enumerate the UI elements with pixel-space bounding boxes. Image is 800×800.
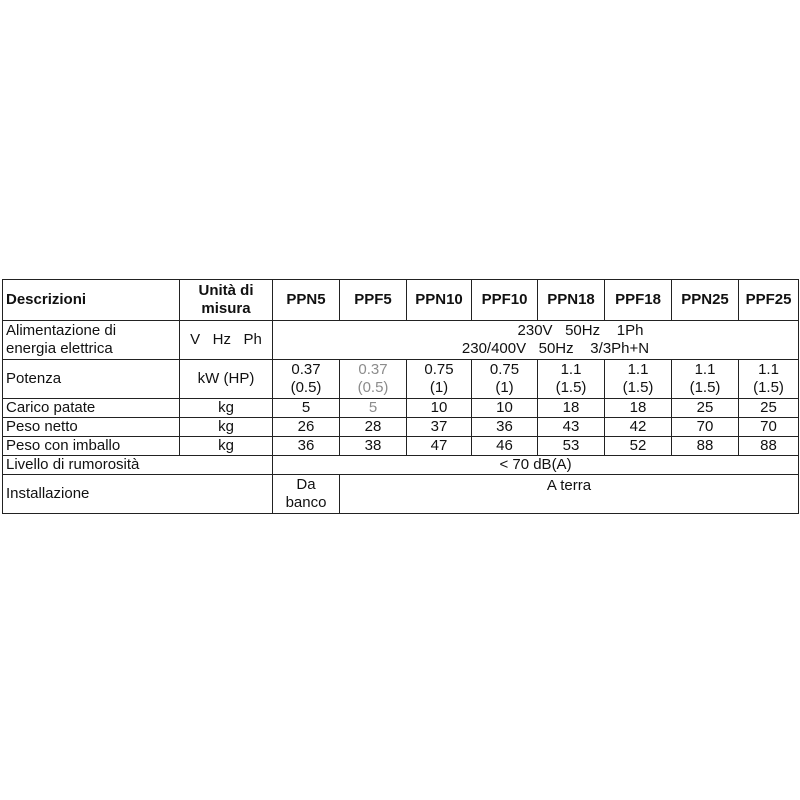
power-kw: 0.37 [358,361,388,378]
power-hp: (0.5) [357,379,389,396]
header-model-ppn25: PPN25 [672,280,739,321]
power-kw: 0.75 [424,361,454,378]
net-weight-value: 70 [739,418,799,437]
power-cell [672,360,739,399]
power-hp: (1.5) [555,379,587,396]
power-hp: (1.5) [689,379,721,396]
net-weight-label: Peso netto [3,418,180,437]
net-weight-value: 28 [340,418,407,437]
row-supply [3,321,799,360]
load-value: 10 [407,399,472,418]
supply-unit [180,321,273,360]
noise-value: < 70 dB(A) [273,456,799,475]
header-unit [180,280,273,321]
gross-weight-label: Peso con imballo [3,437,180,456]
header-row [3,280,799,321]
power-cell [538,360,605,399]
header-model-ppf18: PPF18 [605,280,672,321]
power-kw: 0.37 [291,361,321,378]
net-weight-value: 43 [538,418,605,437]
gross-weight-unit: kg [180,437,273,456]
power-kw: 0.75 [489,361,520,378]
gross-weight-value: 52 [605,437,672,456]
power-unit: kW (HP) [180,360,273,399]
power-cell [273,360,340,399]
power-cell [472,360,538,399]
header-description: Descrizioni [3,280,180,321]
net-weight-value: 36 [472,418,538,437]
row-gross-weight [3,437,799,456]
header-model-ppf5: PPF5 [340,280,407,321]
power-kw: 1.1 [694,361,716,378]
load-label: Carico patate [3,399,180,418]
supply-value [273,321,799,360]
supply-unit-text: V Hz Ph [190,331,262,348]
row-net-weight [3,418,799,437]
gross-weight-value: 38 [340,437,407,456]
net-weight-value: 42 [605,418,672,437]
noise-label: Livello di rumorosità [3,456,273,475]
row-installation [3,475,799,514]
power-hp: (0.5) [290,379,322,396]
net-weight-value: 70 [672,418,739,437]
power-cell [605,360,672,399]
load-value: 25 [672,399,739,418]
row-load [3,399,799,418]
installation-label: Installazione [3,475,273,514]
gross-weight-value: 53 [538,437,605,456]
gross-weight-value: 36 [273,437,340,456]
header-model-ppn5: PPN5 [273,280,340,321]
power-cell [739,360,799,399]
power-hp: (1.5) [753,379,784,396]
power-hp: (1) [495,379,514,396]
row-power [3,360,799,399]
header-unit-line2: misura [201,300,251,317]
supply-label [3,321,180,360]
gross-weight-value: 88 [739,437,799,456]
installation-first-line2: banco [285,494,327,511]
power-kw: 1.1 [758,361,779,378]
installation-rest: A terra [340,475,799,514]
load-value: 18 [538,399,605,418]
header-unit-line1: Unità di [198,282,254,299]
supply-label-line2: energia elettrica [6,340,113,357]
power-label: Potenza [3,360,180,399]
header-model-ppn10: PPN10 [407,280,472,321]
load-value: 18 [605,399,672,418]
supply-value-line2: 230/400V 50Hz 3/3Ph+N [461,340,650,357]
supply-label-line1: Alimentazione di [6,322,117,339]
installation-first-line1: Da [296,476,316,493]
power-cell [407,360,472,399]
supply-value-line1: 230V 50Hz 1Ph [517,322,644,339]
net-weight-value: 26 [273,418,340,437]
row-noise [3,456,799,475]
power-cell [340,360,407,399]
load-value: 25 [739,399,799,418]
gross-weight-value: 47 [407,437,472,456]
gross-weight-value: 46 [472,437,538,456]
load-unit: kg [180,399,273,418]
power-hp: (1) [429,379,449,396]
load-value: 5 [340,399,407,418]
net-weight-unit: kg [180,418,273,437]
load-value: 10 [472,399,538,418]
gross-weight-value: 88 [672,437,739,456]
header-model-ppf25: PPF25 [739,280,799,321]
power-hp: (1.5) [622,379,654,396]
power-kw: 1.1 [627,361,649,378]
net-weight-value: 37 [407,418,472,437]
installation-first [273,475,340,514]
power-kw: 1.1 [560,361,582,378]
load-value: 5 [273,399,340,418]
specs-table [2,279,799,514]
header-model-ppn18: PPN18 [538,280,605,321]
header-model-ppf10: PPF10 [472,280,538,321]
